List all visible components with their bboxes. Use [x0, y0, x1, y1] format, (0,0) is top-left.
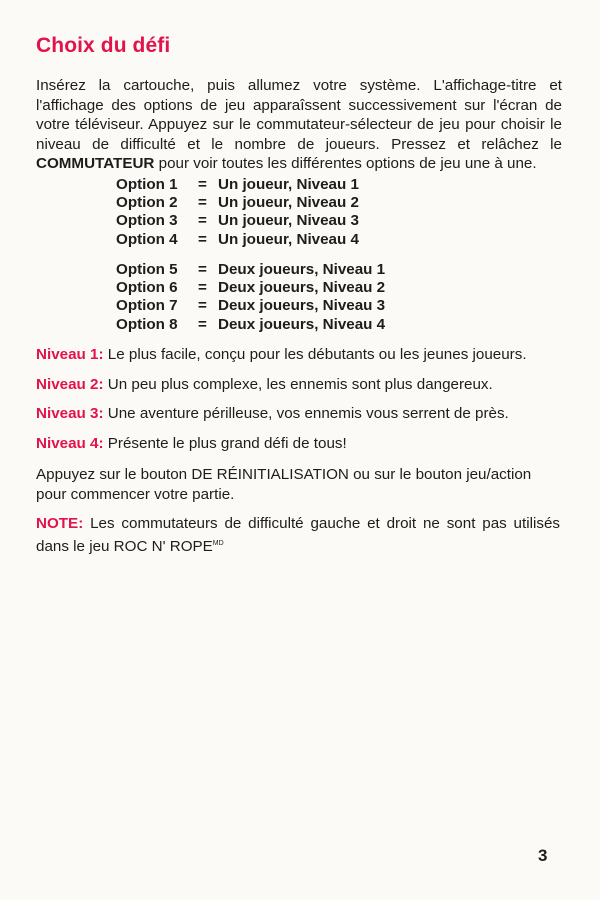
section-title: Choix du défi — [36, 34, 171, 57]
option-row — [116, 176, 516, 194]
option-equals: = — [198, 212, 207, 230]
option-equals: = — [198, 194, 207, 212]
option-description: Un joueur, Niveau 2 — [218, 194, 359, 212]
options-group-two-players — [116, 261, 516, 334]
note-text: Les commutateurs de difficulté gauche et droit ne sont pas utilisés dans le jeu ROC N' ROPE — [36, 515, 560, 555]
option-description: Deux joueurs, Niveau 4 — [218, 315, 386, 333]
level-item — [36, 375, 493, 394]
option-label: Option 1 — [116, 176, 178, 193]
option-equals: = — [198, 297, 207, 315]
option-row — [116, 231, 516, 249]
level-text: Une aventure périlleuse, vos ennemis vous serrent de près. — [107, 405, 509, 422]
note-paragraph — [36, 514, 560, 556]
level-label: Niveau 4: — [36, 435, 104, 452]
intro-end: pour voir toutes les différentes options de jeu une à une. — [158, 155, 537, 172]
option-equals: = — [198, 279, 207, 297]
level-item — [36, 404, 509, 423]
option-equals: = — [198, 176, 207, 193]
level-text: Un peu plus complexe, les ennemis sont plus dangereux. — [107, 376, 493, 393]
level-label: Niveau 1: — [36, 346, 104, 363]
options-group-one-player — [116, 176, 516, 249]
option-description: Un joueur, Niveau 4 — [218, 230, 359, 248]
option-label: Option 2 — [116, 194, 178, 212]
option-row — [116, 194, 516, 212]
option-row — [116, 279, 516, 297]
option-description: Deux joueurs, Niveau 1 — [218, 261, 386, 278]
intro-paragraph — [36, 76, 562, 174]
level-item — [36, 345, 527, 364]
level-item — [36, 434, 347, 453]
option-description: Un joueur, Niveau 1 — [218, 176, 359, 193]
intro-text: Insérez la cartouche, puis allumez votre système. L'affichage-titre et l'affichage des options de jeu apparaîssent successivement sur l'écran de votre téléviseur. Appuyez sur le commutateur-sélecteur de jeu pour choisir le niveau de difficulté et le nombre de joueurs. Pressez et relâchez le — [36, 77, 562, 153]
option-equals: = — [198, 261, 207, 278]
option-row — [116, 297, 516, 315]
level-label: Niveau 3: — [36, 405, 104, 422]
level-label: Niveau 2: — [36, 376, 104, 393]
option-row — [116, 261, 516, 279]
option-row — [116, 212, 516, 230]
option-label: Option 5 — [116, 261, 178, 278]
option-description: Un joueur, Niveau 3 — [218, 212, 359, 230]
intro-bold-switch: COMMUTATEUR — [36, 155, 155, 172]
option-row — [116, 316, 516, 334]
reset-paragraph: Appuyez sur le bouton DE RÉINITIALISATION ou sur le bouton jeu/action pour commencer votre partie. — [36, 466, 532, 503]
option-description: Deux joueurs, Niveau 3 — [218, 297, 386, 315]
option-label: Option 7 — [116, 297, 178, 315]
note-label: NOTE: — [36, 515, 84, 532]
option-description: Deux joueurs, Niveau 2 — [218, 279, 386, 297]
level-text: Le plus facile, conçu pour les débutants ou les jeunes joueurs. — [107, 346, 527, 363]
page-number: 3 — [538, 846, 548, 865]
trademark-superscript: MD — [212, 539, 224, 547]
option-label: Option 6 — [116, 279, 178, 297]
option-label: Option 4 — [116, 230, 178, 248]
level-text: Présente le plus grand défi de tous! — [107, 435, 347, 452]
option-equals: = — [198, 230, 207, 248]
option-label: Option 3 — [116, 212, 178, 230]
option-label: Option 8 — [116, 315, 178, 333]
option-equals: = — [198, 315, 207, 333]
